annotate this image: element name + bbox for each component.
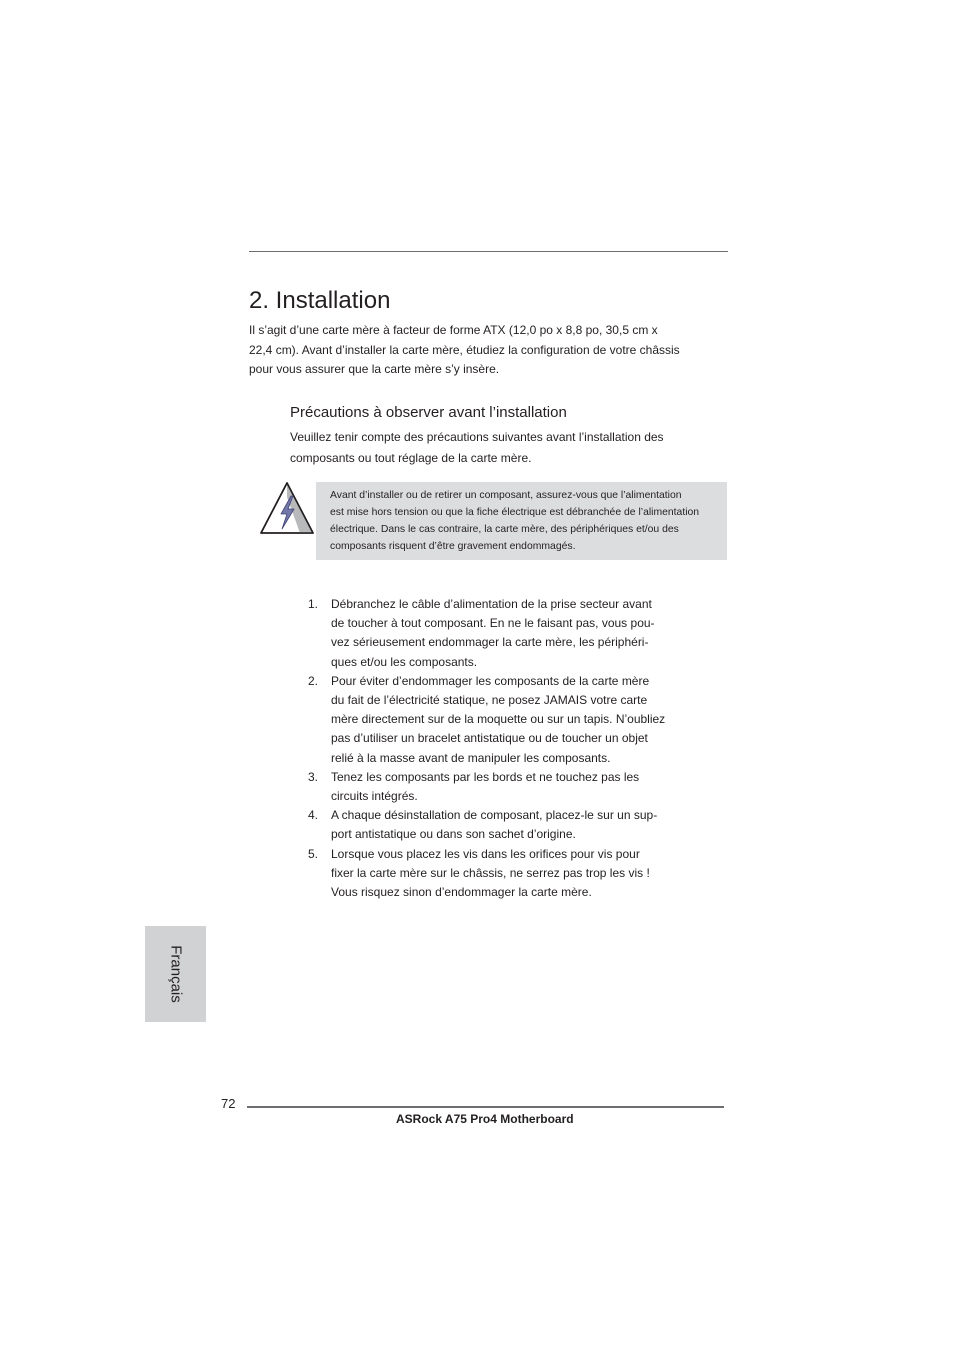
warning-line: électrique. Dans le cas contraire, la carte mère, des périphériques et/ou des xyxy=(330,523,679,535)
list-item-line: Vous risquez sinon d’endommager la carte mère. xyxy=(331,885,592,900)
top-divider xyxy=(249,251,728,252)
list-item-line: mère directement sur de la moquette ou sur un tapis. N’oubliez xyxy=(331,712,666,727)
list-item-line: vez sérieusement endommager la carte mère, les périphéri- xyxy=(331,635,649,650)
list-item-number: 2. xyxy=(308,673,319,688)
precautions-intro-line: Veuillez tenir compte des précautions suivantes avant l’installation des xyxy=(290,430,664,444)
list-item-line: ques et/ou les composants. xyxy=(331,654,478,669)
list-item-line: Lorsque vous placez les vis dans les orifices pour vis pour xyxy=(331,846,640,861)
language-tab-label: Français xyxy=(167,945,184,1003)
footer-product-name: ASRock A75 Pro4 Motherboard xyxy=(396,1112,574,1126)
list-item-line: de toucher à tout composant. En ne le faisant pas, vous pou- xyxy=(331,616,655,631)
page-number: 72 xyxy=(221,1096,236,1111)
list-item-line: du fait de l’électricité statique, ne posez JAMAIS votre carte xyxy=(331,693,648,708)
list-item-line: circuits intégrés. xyxy=(331,789,418,804)
list-item xyxy=(300,806,700,844)
list-item-number: 5. xyxy=(308,846,319,861)
list-item-line: pas d’utiliser un bracelet antistatique ou de toucher un objet xyxy=(331,731,648,746)
warning-line: composants risquent d’être gravement endommagés. xyxy=(330,540,576,552)
warning-box xyxy=(316,482,727,560)
precautions-heading: Précautions à observer avant l’installation xyxy=(290,404,567,421)
list-item-line: Pour éviter d’endommager les composants de la carte mère xyxy=(331,673,650,688)
warning-line: est mise hors tension ou que la fiche électrique est débranchée de l’alimentation xyxy=(330,506,700,518)
list-item-line: A chaque désinstallation de composant, placez-le sur un sup- xyxy=(331,808,658,823)
intro-line: pour vous assurer que la carte mère s’y insère. xyxy=(249,362,500,376)
list-item xyxy=(300,672,700,768)
precautions-list xyxy=(300,595,700,902)
precautions-intro-line: composants ou tout réglage de la carte mère. xyxy=(290,451,532,465)
list-item xyxy=(300,595,700,672)
warning-line: Avant d’installer ou de retirer un composant, assurez-vous que l’alimentation xyxy=(330,490,682,501)
list-item-line: Débranchez le câble d’alimentation de la prise secteur avant xyxy=(331,597,652,611)
list-item-line: fixer la carte mère sur le châssis, ne serrez pas trop les vis ! xyxy=(331,865,650,880)
warning-text xyxy=(330,488,730,556)
list-item-line: Tenez les composants par les bords et ne touchez pas les xyxy=(331,769,640,784)
list-item xyxy=(300,768,700,806)
language-tab xyxy=(145,926,206,1022)
precautions-intro xyxy=(290,427,710,469)
section-title: 2. Installation xyxy=(249,287,391,314)
list-item-number: 3. xyxy=(308,769,319,784)
list-item-line: port antistatique ou dans son sachet d’origine. xyxy=(331,827,576,842)
intro-line: 22,4 cm). Avant d’installer la carte mère, étudiez la configuration de votre châssis xyxy=(249,342,680,357)
intro-line: Il s’agit d’une carte mère à facteur de forme ATX (12,0 po x 8,8 po, 30,5 cm x xyxy=(249,323,658,337)
list-item xyxy=(300,845,700,903)
intro-paragraph xyxy=(249,321,729,380)
high-voltage-warning-icon xyxy=(258,479,316,537)
footer-divider xyxy=(247,1106,724,1108)
list-item-line: relié à la masse avant de manipuler les composants. xyxy=(331,750,611,765)
list-item-number: 4. xyxy=(308,808,319,823)
list-item-number: 1. xyxy=(308,597,319,611)
